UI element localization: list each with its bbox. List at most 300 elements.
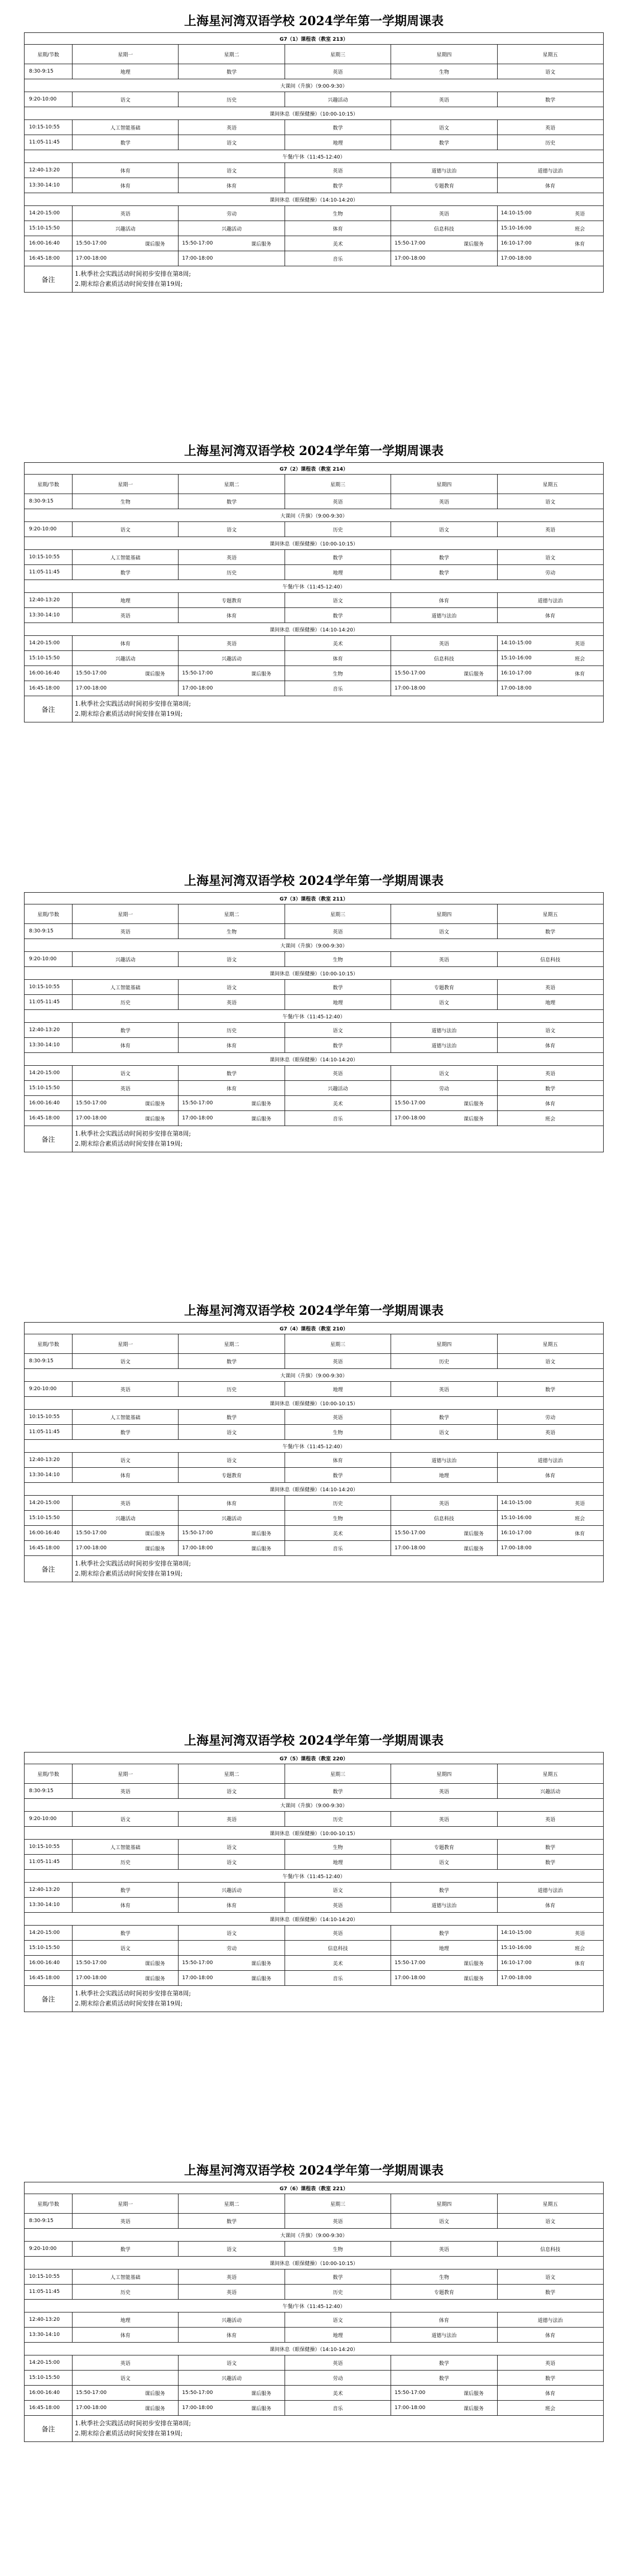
schedule-cell (73, 236, 179, 251)
header-row (25, 1334, 604, 1354)
schedule-cell (391, 1971, 497, 1986)
cell-subject: 课后服务 (145, 2391, 165, 2397)
cell-time: 15:50-17:00 (182, 1100, 213, 1106)
schedule-cell: 数学 (73, 1883, 179, 1898)
schedule-cell (391, 2401, 497, 2416)
schedule-cell: 数学 (285, 1038, 391, 1053)
note-line: 2.期末综合素质活动时间安排在第19周; (75, 2430, 183, 2437)
cell-time: 17:00-18:00 (394, 2405, 426, 2411)
table-row (25, 2269, 604, 2285)
note-line: 2.期末综合素质活动时间安排在第19周; (75, 710, 183, 717)
cell-time: 17:00-18:00 (500, 1545, 532, 1551)
header-cell: 星期一 (73, 1764, 179, 1784)
schedule-cell: 班会 (497, 2401, 603, 2416)
schedule-cell: 体育 (497, 608, 603, 623)
cell-subject: 课后服务 (251, 1546, 272, 1552)
schedule-cell: 语文 (285, 1023, 391, 1038)
period-time: 16:45-18:00 (25, 1541, 73, 1556)
period-time: 13:30-14:10 (25, 608, 73, 623)
cell-subject: 课后服务 (251, 671, 272, 677)
schedule-cell: 英语 (73, 1081, 179, 1096)
break-row: 大课间（升旗）（9:00-9:30） (25, 79, 604, 92)
cell-time: 15:10-16:00 (500, 655, 532, 661)
schedule-cell: 数学 (391, 1410, 497, 1425)
schedule-cell: 信息科技 (285, 1941, 391, 1956)
header-cell: 星期四 (391, 475, 497, 494)
table-row (25, 1496, 604, 1511)
schedule-cell: 英语 (391, 494, 497, 509)
cell-subject: 课后服务 (145, 671, 165, 677)
cell-time: 17:00-18:00 (182, 1545, 213, 1551)
schedule-cell: 专题教育 (391, 980, 497, 995)
schedule-cell: 英语 (285, 1354, 391, 1369)
notes (73, 2416, 604, 2442)
timetable (24, 2182, 604, 2442)
schedule-cell: 体育 (179, 178, 285, 193)
table-row (25, 2386, 604, 2401)
schedule-cell: 历史 (179, 565, 285, 580)
cell-time: 15:50-17:00 (182, 671, 213, 676)
period-time: 13:30-14:10 (25, 1038, 73, 1053)
cell-subject (557, 681, 603, 696)
table-row (25, 2401, 604, 2416)
cell-time: 17:00-18:00 (76, 686, 107, 691)
period-time: 15:10-15:50 (25, 221, 73, 236)
period-time: 16:00-16:40 (25, 1096, 73, 1111)
period-time: 16:45-18:00 (25, 251, 73, 266)
period-time: 11:05-11:45 (25, 565, 73, 580)
schedule-cell: 劳动 (497, 565, 603, 580)
schedule-cell: 体育 (285, 221, 391, 236)
schedule-cell: 英语 (391, 206, 497, 221)
schedule-cell (497, 236, 603, 251)
cell-time: 17:00-18:00 (500, 1975, 532, 1981)
schedule-cell: 数学 (391, 135, 497, 150)
schedule-cell (73, 666, 179, 681)
schedule-cell: 数学 (391, 550, 497, 565)
schedule-cell: 数学 (497, 1382, 603, 1397)
schedule-cell: 语文 (391, 522, 497, 537)
cell-time: 17:00-18:00 (394, 1115, 426, 1121)
table-row (25, 666, 604, 681)
table-row (25, 2214, 604, 2229)
period-time: 10:15-10:55 (25, 120, 73, 135)
schedule-cell: 英语 (285, 494, 391, 509)
table-row (25, 1382, 604, 1397)
notes-row (25, 1126, 604, 1152)
table-row (25, 1541, 604, 1556)
cell-time: 15:50-17:00 (182, 1960, 213, 1966)
header-cell: 星期一 (73, 1334, 179, 1354)
table-row (25, 64, 604, 79)
schedule-cell: 英语 (391, 1382, 497, 1397)
schedule-cell: 语文 (73, 92, 179, 107)
period-time: 11:05-11:45 (25, 1855, 73, 1870)
cell-subject: 课后服务 (463, 241, 484, 247)
table-row (25, 2355, 604, 2371)
schedule-cell: 英语 (285, 2355, 391, 2371)
schedule-cell: 专题教育 (391, 1840, 497, 1855)
break-row: 课间休息（眼保健操）（14:10-14:20） (25, 2343, 604, 2355)
schedule-cell: 语文 (497, 1023, 603, 1038)
page-title: 上海星河湾双语学校 2024学年第一学期周课表 (184, 874, 444, 888)
schedule-cell: 数学 (497, 2285, 603, 2300)
schedule-cell: 英语 (73, 2214, 179, 2229)
cell-time: 17:00-18:00 (76, 2405, 107, 2411)
schedule-cell (179, 2386, 285, 2401)
header-cell: 星期/节数 (25, 1764, 73, 1784)
schedule-cell: 英语 (285, 1066, 391, 1081)
schedule-cell (497, 1941, 603, 1956)
schedule-cell (391, 1956, 497, 1971)
schedule-cell: 劳动 (391, 1081, 497, 1096)
schedule-cell: 体育 (497, 1468, 603, 1483)
cell-time: 17:00-18:00 (394, 1975, 426, 1981)
notes-row (25, 266, 604, 293)
cell-subject: 班会 (575, 226, 585, 232)
schedule-cell (497, 1526, 603, 1541)
schedule-cell: 数学 (73, 565, 179, 580)
schedule-cell: 数学 (391, 2355, 497, 2371)
schedule-cell: 地理 (285, 1855, 391, 1870)
break-row: 午餐/午休（11:45-12:40） (25, 2300, 604, 2312)
schedule-cell: 语文 (73, 1354, 179, 1369)
schedule-cell: 班会 (497, 1111, 603, 1126)
cell-time: 15:50-17:00 (76, 241, 107, 246)
schedule-cell: 历史 (179, 92, 285, 107)
header-cell: 星期/节数 (25, 2194, 73, 2214)
schedule-cell: 英语 (285, 1898, 391, 1913)
schedule-cell: 地理 (497, 995, 603, 1010)
class-label: G7（4）课程表（教室 210） (25, 1323, 604, 1334)
table-row (25, 1096, 604, 1111)
period-time: 10:15-10:55 (25, 1410, 73, 1425)
class-label: G7（2）课程表（教室 214） (25, 463, 604, 475)
table-row (25, 236, 604, 251)
table-row (25, 1511, 604, 1526)
schedule-cell: 兴趣活动 (73, 952, 179, 967)
schedule-cell: 数学 (73, 1425, 179, 1440)
table-row (25, 1038, 604, 1053)
notes-label: 备注 (25, 1986, 73, 2012)
schedule-cell (179, 1526, 285, 1541)
schedule-cell (497, 666, 603, 681)
schedule-cell: 历史 (497, 135, 603, 150)
schedule-cell (497, 1511, 603, 1526)
schedule-cell (179, 681, 285, 696)
table-row (25, 1926, 604, 1941)
period-time: 15:10-15:50 (25, 2371, 73, 2386)
cell-time: 16:10-17:00 (500, 241, 532, 246)
break-row: 课间休息（眼保健操）（10:00-10:15） (25, 537, 604, 550)
period-time: 9:20-10:00 (25, 1382, 73, 1397)
schedule-cell: 音乐 (285, 2401, 391, 2416)
schedule-cell: 人工智能基础 (73, 1410, 179, 1425)
schedule-cell: 生物 (285, 2242, 391, 2257)
cell-time: 17:00-18:00 (76, 256, 107, 261)
break-row: 课间休息（眼保健操）（10:00-10:15） (25, 1827, 604, 1840)
schedule-cell (179, 1971, 285, 1986)
cell-time: 15:50-17:00 (394, 1960, 426, 1966)
cell-time: 15:50-17:00 (76, 671, 107, 676)
schedule-cell: 美术 (285, 636, 391, 651)
schedule-cell: 英语 (285, 2214, 391, 2229)
schedule-cell: 体育 (391, 593, 497, 608)
schedule-cell: 专题教育 (179, 593, 285, 608)
schedule-cell: 数学 (285, 2269, 391, 2285)
period-time: 8:30-9:15 (25, 1784, 73, 1799)
header-cell: 星期二 (179, 2194, 285, 2214)
schedule-cell: 语文 (179, 1926, 285, 1941)
schedule-cell: 数学 (285, 1468, 391, 1483)
schedule-cell: 语文 (285, 593, 391, 608)
cell-subject: 体育 (575, 241, 585, 247)
header-cell: 星期一 (73, 904, 179, 924)
table-row (25, 2312, 604, 2328)
notes-label: 备注 (25, 696, 73, 722)
schedule-cell: 数学 (285, 980, 391, 995)
schedule-cell: 地理 (285, 2328, 391, 2343)
schedule-cell: 数学 (179, 1354, 285, 1369)
cell-subject: 班会 (575, 1516, 585, 1522)
timetable (24, 892, 604, 1152)
schedule-cell: 道德与法治 (497, 1883, 603, 1898)
period-time: 8:30-9:15 (25, 1354, 73, 1369)
schedule-cell: 数学 (179, 1066, 285, 1081)
table-row (25, 1855, 604, 1870)
break-row: 午餐/午休（11:45-12:40） (25, 150, 604, 163)
table-row (25, 1468, 604, 1483)
schedule-cell: 历史 (179, 1382, 285, 1397)
schedule-cell: 语文 (179, 2242, 285, 2257)
schedule-cell: 数学 (497, 1840, 603, 1855)
note-line: 1.秋季社会实践活动时间初步安排在第8周; (75, 2420, 191, 2427)
period-time: 9:20-10:00 (25, 522, 73, 537)
schedule-cell: 兴趣活动 (497, 1784, 603, 1799)
cell-subject: 课后服务 (145, 1976, 165, 1982)
schedule-cell: 体育 (391, 2312, 497, 2328)
cell-subject: 课后服务 (251, 1961, 272, 1967)
schedule-cell: 英语 (391, 2242, 497, 2257)
period-time: 11:05-11:45 (25, 2285, 73, 2300)
schedule-cell: 道德与法治 (391, 1038, 497, 1053)
break-row: 午餐/午休（11:45-12:40） (25, 1870, 604, 1883)
schedule-cell: 英语 (73, 1382, 179, 1397)
cell-time: 14:10-15:00 (500, 210, 532, 216)
schedule-cell: 历史 (285, 522, 391, 537)
schedule-cell: 信息科技 (497, 2242, 603, 2257)
schedule-cell: 专题教育 (391, 178, 497, 193)
schedule-cell: 语文 (285, 2312, 391, 2328)
schedule-cell: 语文 (73, 2371, 179, 2386)
notes (73, 1556, 604, 1582)
table-row (25, 135, 604, 150)
period-time: 16:00-16:40 (25, 666, 73, 681)
cell-time: 14:10-15:00 (500, 1500, 532, 1506)
period-time: 14:20-15:00 (25, 1926, 73, 1941)
page-title: 上海星河湾双语学校 2024学年第一学期周课表 (184, 2163, 444, 2178)
cell-time: 17:00-18:00 (182, 2405, 213, 2411)
break-row: 午餐/午休（11:45-12:40） (25, 1010, 604, 1023)
schedule-cell: 音乐 (285, 681, 391, 696)
header-cell: 星期二 (179, 475, 285, 494)
schedule-cell: 劳动 (285, 2371, 391, 2386)
period-time: 14:20-15:00 (25, 1066, 73, 1081)
schedule-cell: 语文 (179, 1784, 285, 1799)
period-time: 10:15-10:55 (25, 550, 73, 565)
table-row (25, 251, 604, 266)
schedule-cell (391, 1541, 497, 1556)
cell-subject: 课后服务 (145, 1116, 165, 1122)
note-line: 1.秋季社会实践活动时间初步安排在第8周; (75, 1560, 191, 1567)
period-time: 16:00-16:40 (25, 236, 73, 251)
schedule-cell: 英语 (179, 120, 285, 135)
schedule-cell (179, 1111, 285, 1126)
period-time: 10:15-10:55 (25, 980, 73, 995)
table-row (25, 1081, 604, 1096)
note-line: 2.期末综合素质活动时间安排在第19周; (75, 280, 183, 288)
schedule-cell: 英语 (391, 636, 497, 651)
schedule-cell: 地理 (285, 1382, 391, 1397)
break-row: 午餐/午休（11:45-12:40） (25, 1440, 604, 1453)
cell-time: 17:00-18:00 (76, 1115, 107, 1121)
schedule-cell (73, 2386, 179, 2401)
schedule-cell (497, 1541, 603, 1556)
schedule-cell: 兴趣活动 (179, 1883, 285, 1898)
period-time: 15:10-15:50 (25, 1511, 73, 1526)
schedule-cell: 语文 (179, 952, 285, 967)
schedule-cell: 英语 (497, 1066, 603, 1081)
schedule-cell: 兴趣活动 (285, 1081, 391, 1096)
schedule-cell: 音乐 (285, 1971, 391, 1986)
schedule-cell: 道德与法治 (497, 163, 603, 178)
schedule-cell: 体育 (179, 608, 285, 623)
notes-label: 备注 (25, 266, 73, 293)
cell-subject: 课后服务 (145, 1101, 165, 1107)
timetable (24, 462, 604, 722)
class-timetable (24, 2160, 604, 2442)
cell-subject (132, 681, 178, 696)
table-row (25, 952, 604, 967)
table-row (25, 494, 604, 509)
cell-subject: 课后服务 (463, 2391, 484, 2397)
schedule-cell: 英语 (179, 636, 285, 651)
timetable (24, 1322, 604, 1582)
table-row (25, 2242, 604, 2257)
schedule-cell: 数学 (179, 1410, 285, 1425)
header-cell: 星期五 (497, 1334, 603, 1354)
header-row (25, 2194, 604, 2214)
cell-subject (450, 681, 497, 696)
note-line: 2.期末综合素质活动时间安排在第19周; (75, 1140, 183, 1147)
header-cell: 星期五 (497, 904, 603, 924)
cell-time: 17:00-18:00 (394, 1545, 426, 1551)
cell-time: 15:50-17:00 (76, 1530, 107, 1536)
schedule-cell: 英语 (73, 924, 179, 939)
schedule-cell: 英语 (285, 1410, 391, 1425)
period-time: 10:15-10:55 (25, 2269, 73, 2285)
table-row (25, 593, 604, 608)
header-cell: 星期二 (179, 1764, 285, 1784)
schedule-cell: 历史 (179, 1023, 285, 1038)
class-label: G7（6）课程表（教室 221） (25, 2182, 604, 2194)
header-cell: 星期四 (391, 1334, 497, 1354)
header-cell: 星期一 (73, 2194, 179, 2214)
cell-time: 15:50-17:00 (394, 671, 426, 676)
table-row (25, 2328, 604, 2343)
period-time: 13:30-14:10 (25, 2328, 73, 2343)
schedule-cell: 信息科技 (391, 221, 497, 236)
note-line: 2.期末综合素质活动时间安排在第19周; (75, 2000, 183, 2007)
schedule-cell (179, 251, 285, 266)
schedule-cell: 道德与法治 (497, 2312, 603, 2328)
table-row (25, 1971, 604, 1986)
class-timetable (24, 10, 604, 293)
period-time: 13:30-14:10 (25, 1898, 73, 1913)
schedule-cell: 英语 (285, 64, 391, 79)
cell-time: 15:50-17:00 (76, 1100, 107, 1106)
schedule-cell (73, 2401, 179, 2416)
class-label: G7（3）课程表（教室 211） (25, 893, 604, 904)
schedule-cell: 历史 (391, 1354, 497, 1369)
schedule-cell: 体育 (73, 2328, 179, 2343)
table-row (25, 1526, 604, 1541)
cell-time: 15:50-17:00 (76, 1960, 107, 1966)
notes-label: 备注 (25, 1126, 73, 1152)
schedule-cell: 专题教育 (179, 1468, 285, 1483)
table-row (25, 2371, 604, 2386)
schedule-cell: 数学 (285, 608, 391, 623)
schedule-cell: 数学 (179, 494, 285, 509)
table-row (25, 2285, 604, 2300)
cell-subject: 体育 (575, 1961, 585, 1967)
schedule-cell: 语文 (497, 1354, 603, 1369)
schedule-cell: 英语 (391, 1496, 497, 1511)
schedule-cell: 语文 (73, 1941, 179, 1956)
schedule-cell: 地理 (73, 2312, 179, 2328)
schedule-cell (73, 1956, 179, 1971)
cell-subject: 班会 (575, 656, 585, 662)
header-cell: 星期三 (285, 904, 391, 924)
schedule-cell: 数学 (391, 565, 497, 580)
cell-subject: 课后服务 (251, 241, 272, 247)
schedule-cell (497, 1971, 603, 1986)
schedule-cell: 数学 (179, 2214, 285, 2229)
class-timetable (24, 1300, 604, 1582)
cell-time: 17:00-18:00 (182, 686, 213, 691)
schedule-cell: 生物 (285, 952, 391, 967)
cell-subject: 课后服务 (463, 2406, 484, 2412)
notes (73, 1986, 604, 2012)
schedule-cell: 英语 (391, 952, 497, 967)
schedule-cell: 地理 (391, 1941, 497, 1956)
schedule-cell: 语文 (391, 1425, 497, 1440)
header-cell: 星期/节数 (25, 45, 73, 64)
period-time: 16:45-18:00 (25, 2401, 73, 2416)
schedule-cell (391, 1526, 497, 1541)
cell-subject: 课后服务 (145, 241, 165, 247)
schedule-cell: 语文 (73, 1453, 179, 1468)
period-time: 16:00-16:40 (25, 1526, 73, 1541)
schedule-cell: 美术 (285, 1096, 391, 1111)
schedule-cell: 英语 (73, 206, 179, 221)
break-row: 大课间（升旗）（9:00-9:30） (25, 939, 604, 952)
page-title: 上海星河湾双语学校 2024学年第一学期周课表 (184, 444, 444, 458)
table-row (25, 636, 604, 651)
table-row (25, 206, 604, 221)
cell-subject (557, 251, 603, 266)
schedule-cell: 数学 (285, 1784, 391, 1799)
